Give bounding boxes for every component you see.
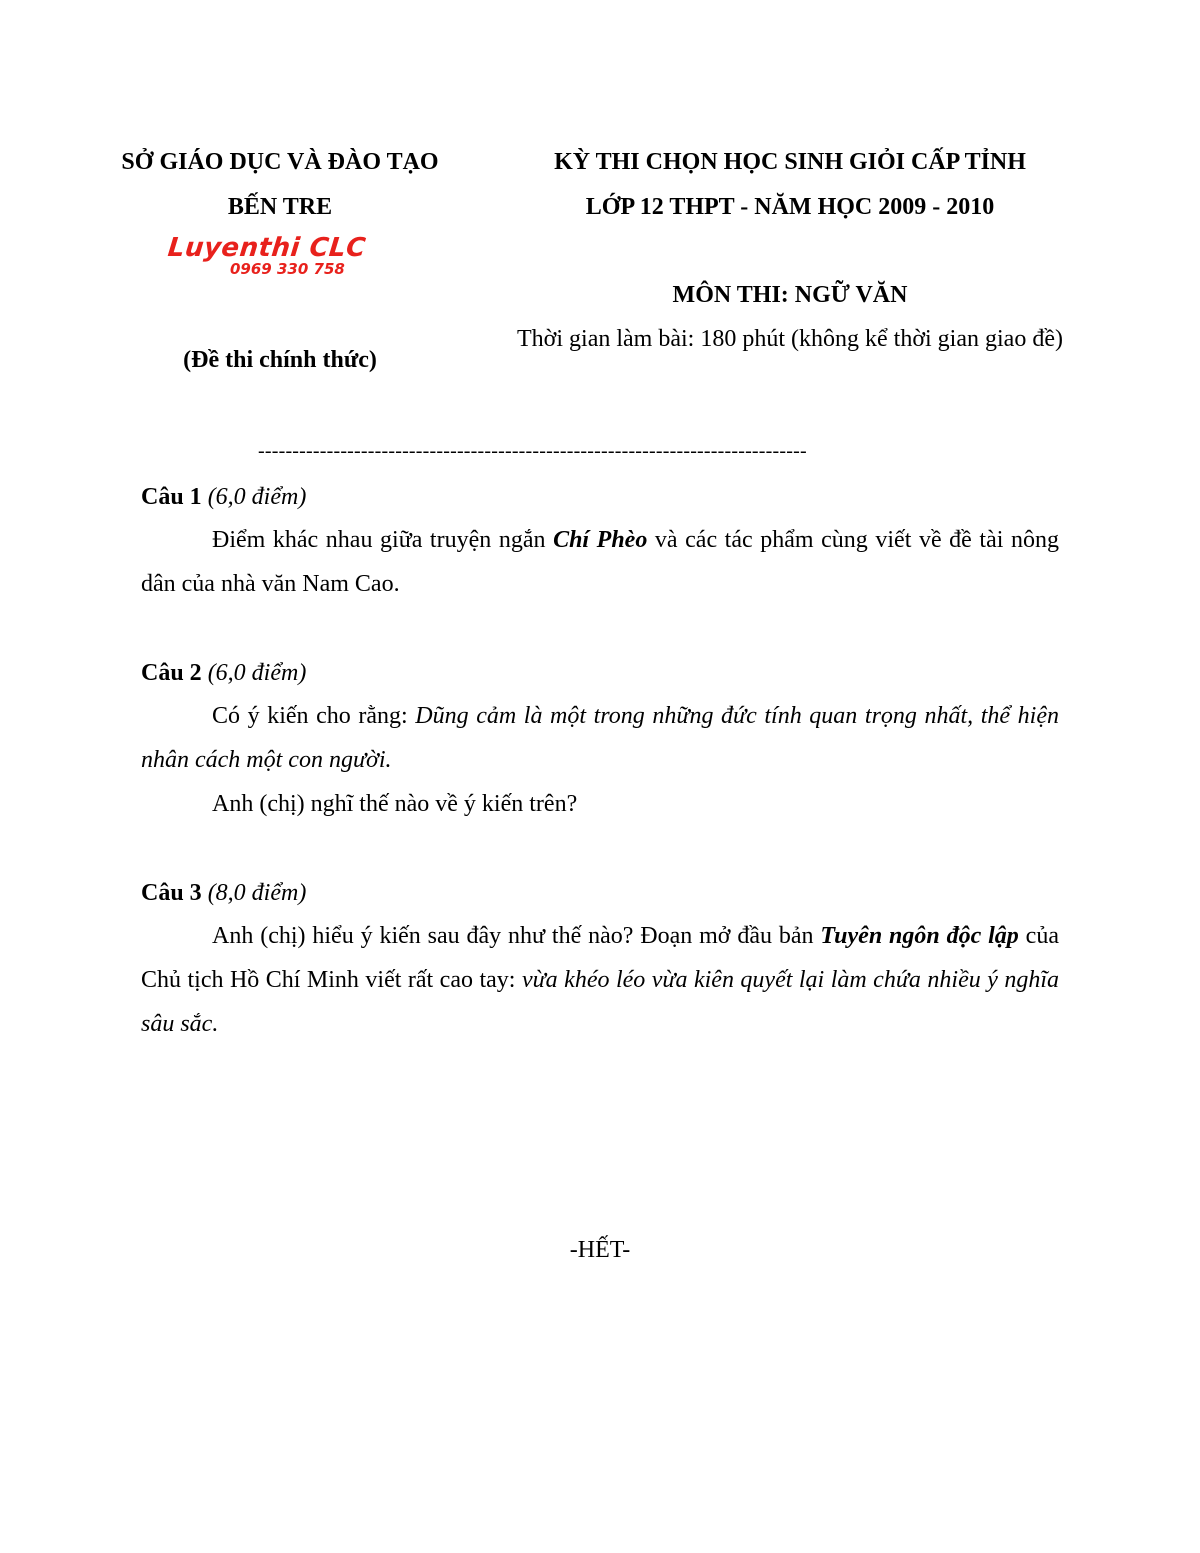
question-3-label: Câu 3 bbox=[141, 880, 202, 906]
end-marker: -HẾT- bbox=[569, 1237, 631, 1263]
question-1-work-title: Chí Phèo bbox=[553, 527, 648, 553]
question-3-text-mid: của Chủ tịch Hồ Chí Minh viết rất cao tay: bbox=[141, 923, 1059, 993]
question-3-text bbox=[141, 914, 1059, 1046]
question-1-points: (6,0 điểm) bbox=[207, 484, 307, 510]
exam-subject: MÔN THI: NGỮ VĂN bbox=[672, 282, 908, 308]
exam-grade-year: LỚP 12 THPT - NĂM HỌC 2009 - 2010 bbox=[585, 194, 995, 220]
question-2-prompt: Anh (chị) nghĩ thế nào về ý kiến trên? bbox=[212, 791, 578, 817]
org-province: BẾN TRE bbox=[227, 194, 333, 220]
question-1-text-post: và các tác phẩm cùng viết về đề tài nông dân của nhà văn Nam Cao. bbox=[141, 527, 1059, 597]
question-2-points: (6,0 điểm) bbox=[207, 660, 307, 686]
question-2-text bbox=[141, 694, 1059, 782]
question-1-label: Câu 1 bbox=[141, 484, 202, 510]
question-3-heading bbox=[141, 879, 306, 907]
question-1-text bbox=[141, 518, 1059, 606]
question-2-label: Câu 2 bbox=[141, 660, 202, 686]
exam-title: KỲ THI CHỌN HỌC SINH GIỎI CẤP TỈNH bbox=[554, 149, 1026, 175]
logo-text: Luyenthi CLC bbox=[166, 233, 368, 263]
question-3-work-title: Tuyên ngôn độc lập bbox=[820, 923, 1019, 949]
question-2-heading bbox=[141, 659, 306, 687]
question-2-quote: Dũng cảm là một trong những đức tính quan trọng nhất, thể hiện nhân cách một con người. bbox=[141, 703, 1060, 773]
exam-time: Thời gian làm bài: 180 phút (không kể thời gian giao đề) bbox=[517, 326, 1063, 352]
divider-line: -------------------------------------------------------------------------------- bbox=[258, 440, 807, 462]
question-1-heading bbox=[141, 483, 306, 511]
official-exam-label: (Đề thi chính thức) bbox=[183, 347, 377, 373]
question-3-quote: vừa khéo léo vừa kiên quyết lại làm chứa nhiều ý nghĩa sâu sắc. bbox=[141, 967, 1059, 1037]
question-1-text-pre: Điểm khác nhau giữa truyện ngắn bbox=[212, 527, 554, 553]
logo-phone: 0969 330 758 bbox=[230, 260, 345, 278]
luyenthi-logo bbox=[168, 233, 388, 283]
org-name: SỞ GIÁO DỤC VÀ ĐÀO TẠO bbox=[121, 149, 439, 175]
question-2-text-pre: Có ý kiến cho rằng: bbox=[212, 703, 416, 729]
question-3-text-pre: Anh (chị) hiểu ý kiến sau đây như thế nào? Đoạn mở đầu bản bbox=[212, 923, 821, 949]
question-3-points: (8,0 điểm) bbox=[207, 880, 307, 906]
